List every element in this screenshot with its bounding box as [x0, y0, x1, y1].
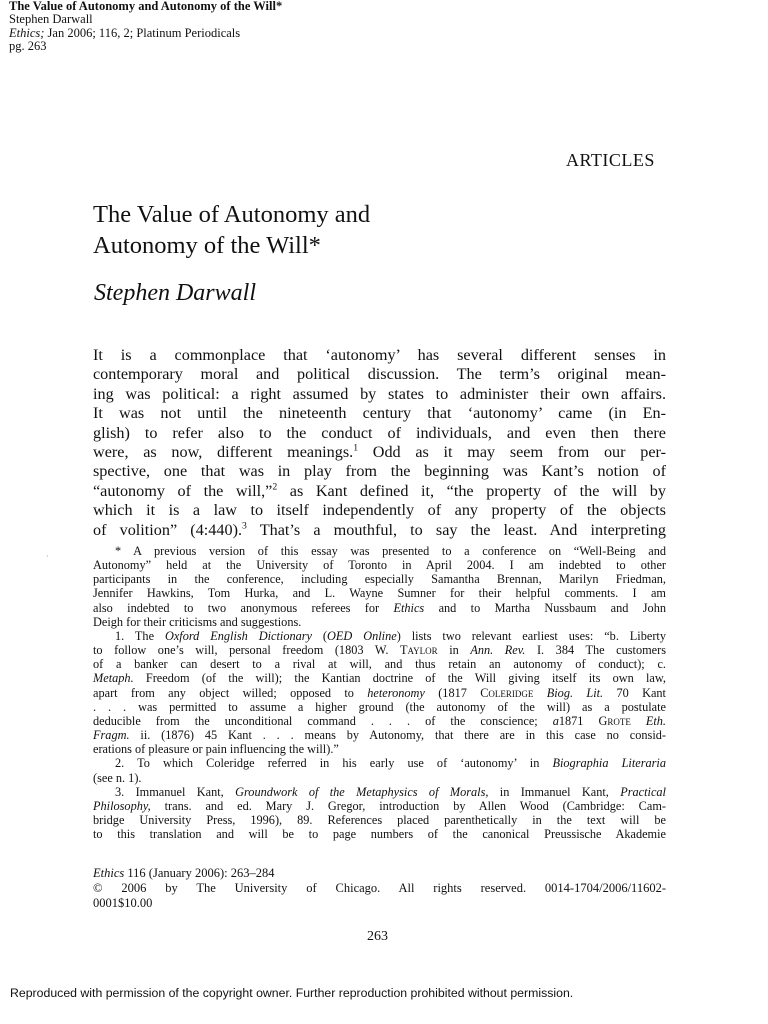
- footnote-italic: a: [552, 713, 559, 728]
- copyright-line: © 2006 by The University of Chicago. All rights reserved. 0014-1704/2006/11602-: [93, 880, 666, 895]
- body-line: [93, 521, 666, 540]
- footnote-text: trans. and ed. Mary J. Gregor, introduction by Allen Wood (Cambridge: Cam-: [150, 798, 666, 813]
- body-text: “autonomy of the will,”: [93, 481, 273, 500]
- footnote-text: 2. To which Coleridge referred in his early use of ‘autonomy’ in: [115, 756, 553, 771]
- footnote-italic: Ann. Rev.: [470, 643, 526, 658]
- footnote-italic: Oxford English Dictionary: [164, 628, 313, 643]
- footnote-text: 1871: [558, 713, 599, 728]
- footnote-line: [93, 785, 666, 799]
- body-paragraph: [93, 346, 666, 540]
- footnote-text: in Immanuel Kant,: [488, 784, 621, 799]
- journal-info: [93, 866, 666, 910]
- footnote-italic: Metaph.: [93, 671, 134, 686]
- body-text: as Kant defined it, “the property of the will by: [277, 481, 666, 500]
- footnote-line: [93, 629, 666, 643]
- footnote-line: * A previous version of this essay was presented to a conference on “Well-Being and: [115, 544, 666, 558]
- footnote-italic: Biographia Literaria: [552, 756, 666, 771]
- footnote-line: . . . was permitted to assume a higher ground (the autonomy of the will) as a postulate: [93, 699, 666, 714]
- footnote-line: [93, 756, 666, 770]
- footnote-italic: heteronomy: [367, 685, 425, 700]
- footnote-italic: Eth.: [630, 713, 667, 728]
- body-line: which it is a law to itself independently of any property of the objects: [93, 501, 666, 520]
- footnotes: [93, 544, 666, 841]
- permission-notice: Reproduced with permission of the copyright owner. Further reproduction prohibited without permission.: [10, 986, 574, 1000]
- body-text: That’s a mouthful, to say the least. And interpreting: [246, 520, 667, 539]
- footnote-italic: Fragm.: [93, 728, 130, 743]
- footnote-line: Jennifer Hawkins, Tom Hurka, and L. Wayne Sumner for their helpful comments. I am: [93, 586, 666, 601]
- body-text: of volition” (4:440).: [93, 520, 243, 539]
- body-line: glish) to refer also to the conduct of individuals, and even then there: [93, 423, 666, 442]
- footnote-text: 3. Immanuel Kant,: [115, 784, 236, 799]
- footnote-line: Autonomy” held at the University of Toronto in April 2004. I am indebted to other: [93, 558, 666, 573]
- footnote-italic: Practical: [620, 784, 666, 799]
- article-title-line-1: The Value of Autonomy and: [93, 201, 371, 228]
- footnote-line: [93, 799, 666, 813]
- body-line: contemporary moral and political discussion. The term’s original mean-: [93, 365, 666, 384]
- footnote-smallcaps: Grote: [598, 713, 631, 728]
- body-line: [93, 443, 666, 462]
- footnote-text: also indebted to two anonymous referees for: [93, 600, 394, 615]
- article-title: [93, 199, 370, 261]
- page-number: 263: [367, 929, 388, 944]
- footnote-text: ) lists two relevant earliest uses: “b. Liberty: [396, 628, 666, 643]
- journal-issue: 116 (January 2006): 263–284: [124, 866, 275, 880]
- footnote-line: of a banker can desert to a rival at will, and thus retain an autonomy of conduct); c.: [93, 657, 666, 672]
- citation-source: [9, 27, 282, 40]
- footnote-smallcaps: Taylor: [399, 643, 438, 658]
- scan-artifact: ·: [46, 552, 49, 561]
- footnote-smallcaps: Coleridge: [480, 685, 534, 700]
- footnote-ref-3: 3: [242, 520, 247, 532]
- footnote-line: bridge University Press, 1996), 89. References placed parenthetically in the text will be: [93, 812, 666, 827]
- citation-title: The Value of Autonomy and Autonomy of the Will*: [9, 0, 283, 13]
- footnote-text: deducible from the unconditional command . . . of the conscience;: [93, 713, 553, 728]
- journal-citation: [93, 866, 666, 881]
- footnote-text: ii. (1876) 45 Kant . . . means by Autonomy, that there are in this case no consid-: [129, 728, 666, 743]
- footnote-line: erations of pleasure or pain influencing the will).”: [93, 742, 339, 757]
- footnote-text: (1817: [424, 685, 481, 700]
- footnote-text: to follow one’s will, personal freedom (1803 W.: [93, 643, 400, 658]
- citation-author: Stephen Darwall: [9, 12, 93, 27]
- body-text: Odd as it may seem from our per-: [358, 443, 666, 462]
- footnote-text: and to Martha Nussbaum and John: [424, 600, 667, 615]
- footnote-italic: Ethics: [393, 600, 425, 615]
- citation-page: pg. 263: [9, 39, 47, 54]
- footnote-italic: OED Online: [327, 628, 397, 643]
- footnote-italic: Biog. Lit.: [533, 685, 604, 700]
- footnote-text: I. 384 The customers: [525, 643, 667, 658]
- footnote-text: in: [437, 643, 471, 658]
- footnote-line: [93, 728, 666, 742]
- footnote-line: to this translation and will be to page numbers of the canonical Preussische Akademie: [93, 827, 666, 842]
- journal-name: Ethics: [93, 866, 125, 880]
- body-line: It is a commonplace that ‘autonomy’ has several different senses in: [93, 346, 666, 364]
- body-line: spective, one that was in play from the beginning was Kant’s notion of: [93, 462, 666, 481]
- citation-issue: Jan 2006; 116, 2; Platinum Periodicals: [44, 25, 241, 40]
- footnote-line: [93, 714, 666, 728]
- footnote-line: participants in the conference, including especially Samantha Brennan, Marilyn Friedman,: [93, 572, 666, 587]
- footnote-ref-2: 2: [272, 481, 278, 493]
- footnote-line: Deigh for their criticisms and suggestions.: [93, 614, 302, 629]
- footnote-line: [93, 686, 666, 700]
- article-author: Stephen Darwall: [94, 280, 256, 306]
- footnote-italic: Philosophy,: [93, 798, 151, 813]
- footnote-text: 70 Kant: [603, 685, 666, 700]
- citation-header: [9, 0, 282, 54]
- citation-journal: Ethics;: [9, 25, 45, 40]
- footnote-line: (see n. 1).: [93, 770, 142, 785]
- footnote-text: apart from any object willed; opposed to: [93, 685, 368, 700]
- footnote-italic: Groundwork of the Metaphysics of Morals,: [235, 784, 489, 799]
- footnote-line: [93, 601, 666, 615]
- footnote-text: Freedom (of the will); the Kantian doctrine of the Will giving itself its own law,: [133, 671, 666, 686]
- article-title-line-2: Autonomy of the Will*: [93, 232, 321, 259]
- section-label: ARTICLES: [566, 150, 655, 170]
- footnote-text: 1. The: [115, 628, 165, 643]
- copyright-code: 0001$10.00: [93, 895, 153, 910]
- footnote-line: [93, 643, 666, 657]
- body-text: were, as now, different meanings.: [93, 443, 354, 462]
- body-line: It was not until the nineteenth century that ‘autonomy’ came (in En-: [93, 404, 666, 423]
- body-line: [93, 482, 666, 501]
- footnote-text: (: [312, 628, 328, 643]
- body-line: ing was political: a right assumed by states to administer their own affairs.: [93, 384, 666, 403]
- footnote-ref-1: 1: [353, 442, 359, 454]
- footnote-line: [93, 671, 666, 685]
